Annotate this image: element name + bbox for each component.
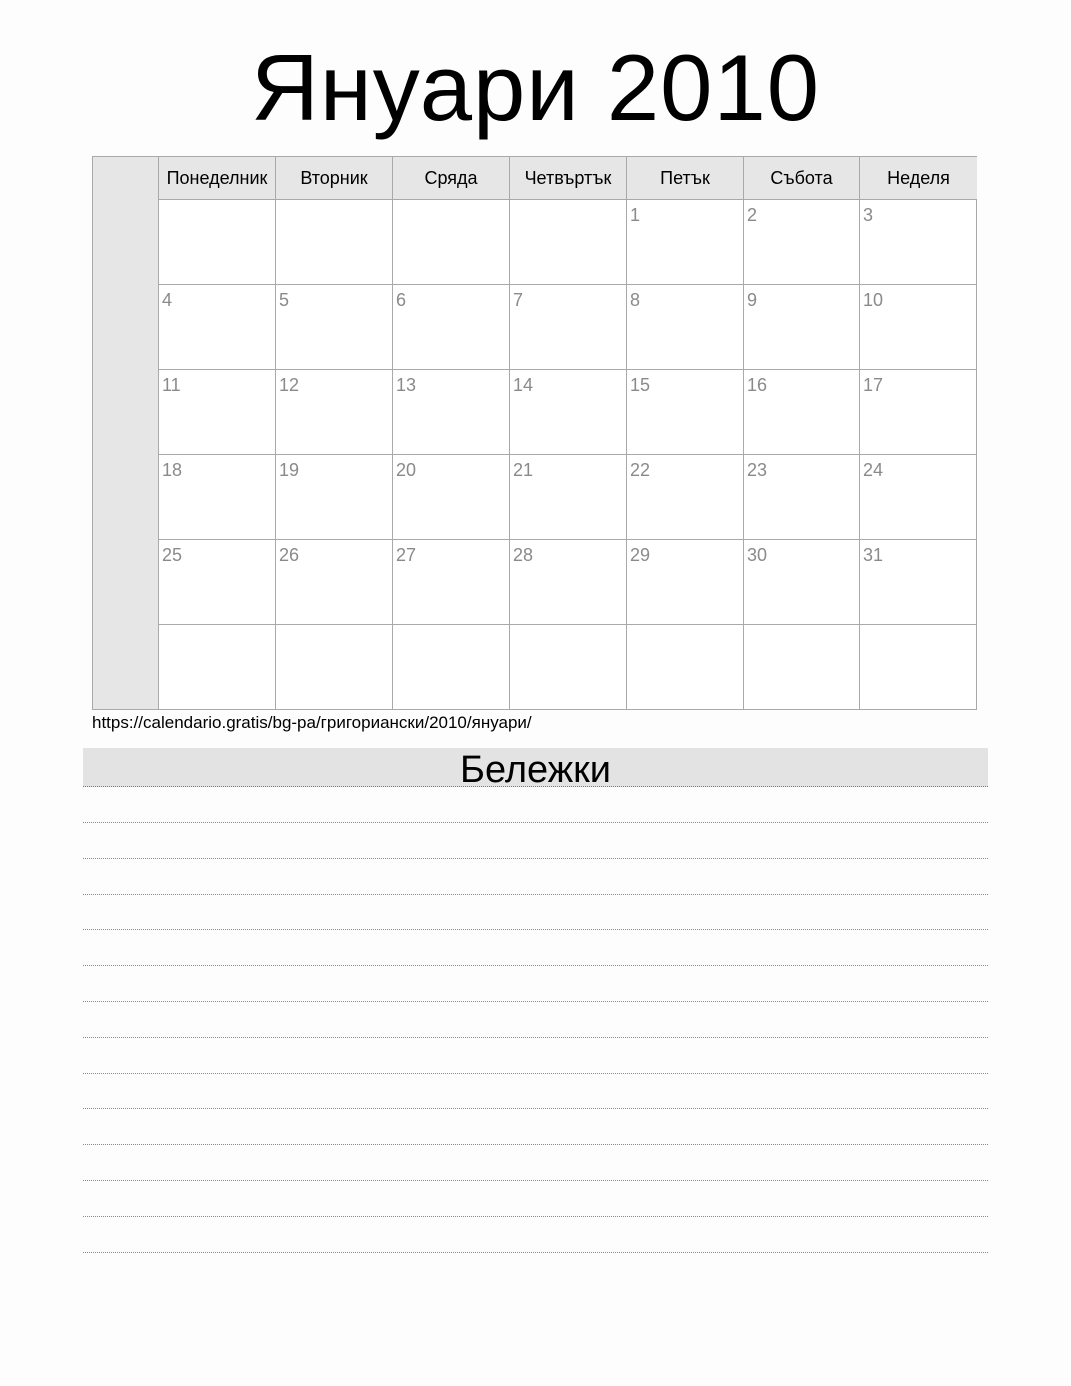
day-cell: 23 xyxy=(744,455,860,540)
note-line xyxy=(83,929,988,930)
day-cell: 3 xyxy=(860,200,977,285)
note-line xyxy=(83,1108,988,1109)
weekday-header-tuesday: Вторник xyxy=(276,157,393,200)
calendar-days xyxy=(159,157,977,710)
day-cell: 7 xyxy=(510,285,627,370)
note-line xyxy=(83,1001,988,1002)
day-cell: 22 xyxy=(627,455,744,540)
weekday-header-friday: Петък xyxy=(627,157,744,200)
day-cell: 19 xyxy=(276,455,393,540)
day-cell: 20 xyxy=(393,455,510,540)
day-cell: 4 xyxy=(159,285,276,370)
day-cell xyxy=(159,625,276,710)
source-url: https://calendario.gratis/bg-pa/григориански/2010/януари/ xyxy=(92,713,532,732)
note-line xyxy=(83,1037,988,1038)
note-line xyxy=(83,1073,988,1074)
day-cell: 28 xyxy=(510,540,627,625)
day-cell: 8 xyxy=(627,285,744,370)
day-cell xyxy=(510,625,627,710)
day-cell xyxy=(276,200,393,285)
day-cell: 5 xyxy=(276,285,393,370)
page-title: Януари 2010 xyxy=(250,35,821,140)
day-cell xyxy=(393,625,510,710)
weekday-header-wednesday: Сряда xyxy=(393,157,510,200)
day-cell: 9 xyxy=(744,285,860,370)
note-line xyxy=(83,1252,988,1253)
day-cell xyxy=(627,625,744,710)
day-cell: 26 xyxy=(276,540,393,625)
day-cell: 24 xyxy=(860,455,977,540)
day-cell xyxy=(159,200,276,285)
day-cell xyxy=(276,625,393,710)
day-cell: 16 xyxy=(744,370,860,455)
day-cell: 21 xyxy=(510,455,627,540)
day-cell xyxy=(393,200,510,285)
day-cell: 11 xyxy=(159,370,276,455)
weekday-header-thursday: Четвъртък xyxy=(510,157,627,200)
day-cell: 18 xyxy=(159,455,276,540)
note-line xyxy=(83,1216,988,1217)
weekday-header-sunday: Неделя xyxy=(860,157,977,200)
notes-title: Бележки xyxy=(83,748,988,787)
day-cell: 10 xyxy=(860,285,977,370)
note-line xyxy=(83,1144,988,1145)
day-cell: 1 xyxy=(627,200,744,285)
day-cell: 31 xyxy=(860,540,977,625)
weekday-header-monday: Понеделник xyxy=(159,157,276,200)
day-cell: 29 xyxy=(627,540,744,625)
day-cell: 30 xyxy=(744,540,860,625)
day-cell xyxy=(744,625,860,710)
note-line xyxy=(83,858,988,859)
note-line xyxy=(83,1180,988,1181)
note-line xyxy=(83,965,988,966)
note-line xyxy=(83,822,988,823)
day-cell: 27 xyxy=(393,540,510,625)
day-cell: 15 xyxy=(627,370,744,455)
day-cell: 12 xyxy=(276,370,393,455)
day-cell: 25 xyxy=(159,540,276,625)
calendar-grid xyxy=(92,156,977,710)
day-cell: 14 xyxy=(510,370,627,455)
day-cell: 6 xyxy=(393,285,510,370)
week-number-column xyxy=(93,157,159,709)
day-cell: 2 xyxy=(744,200,860,285)
note-line xyxy=(83,894,988,895)
weekday-header-saturday: Събота xyxy=(744,157,860,200)
day-cell xyxy=(510,200,627,285)
day-cell: 17 xyxy=(860,370,977,455)
day-cell: 13 xyxy=(393,370,510,455)
day-cell xyxy=(860,625,977,710)
